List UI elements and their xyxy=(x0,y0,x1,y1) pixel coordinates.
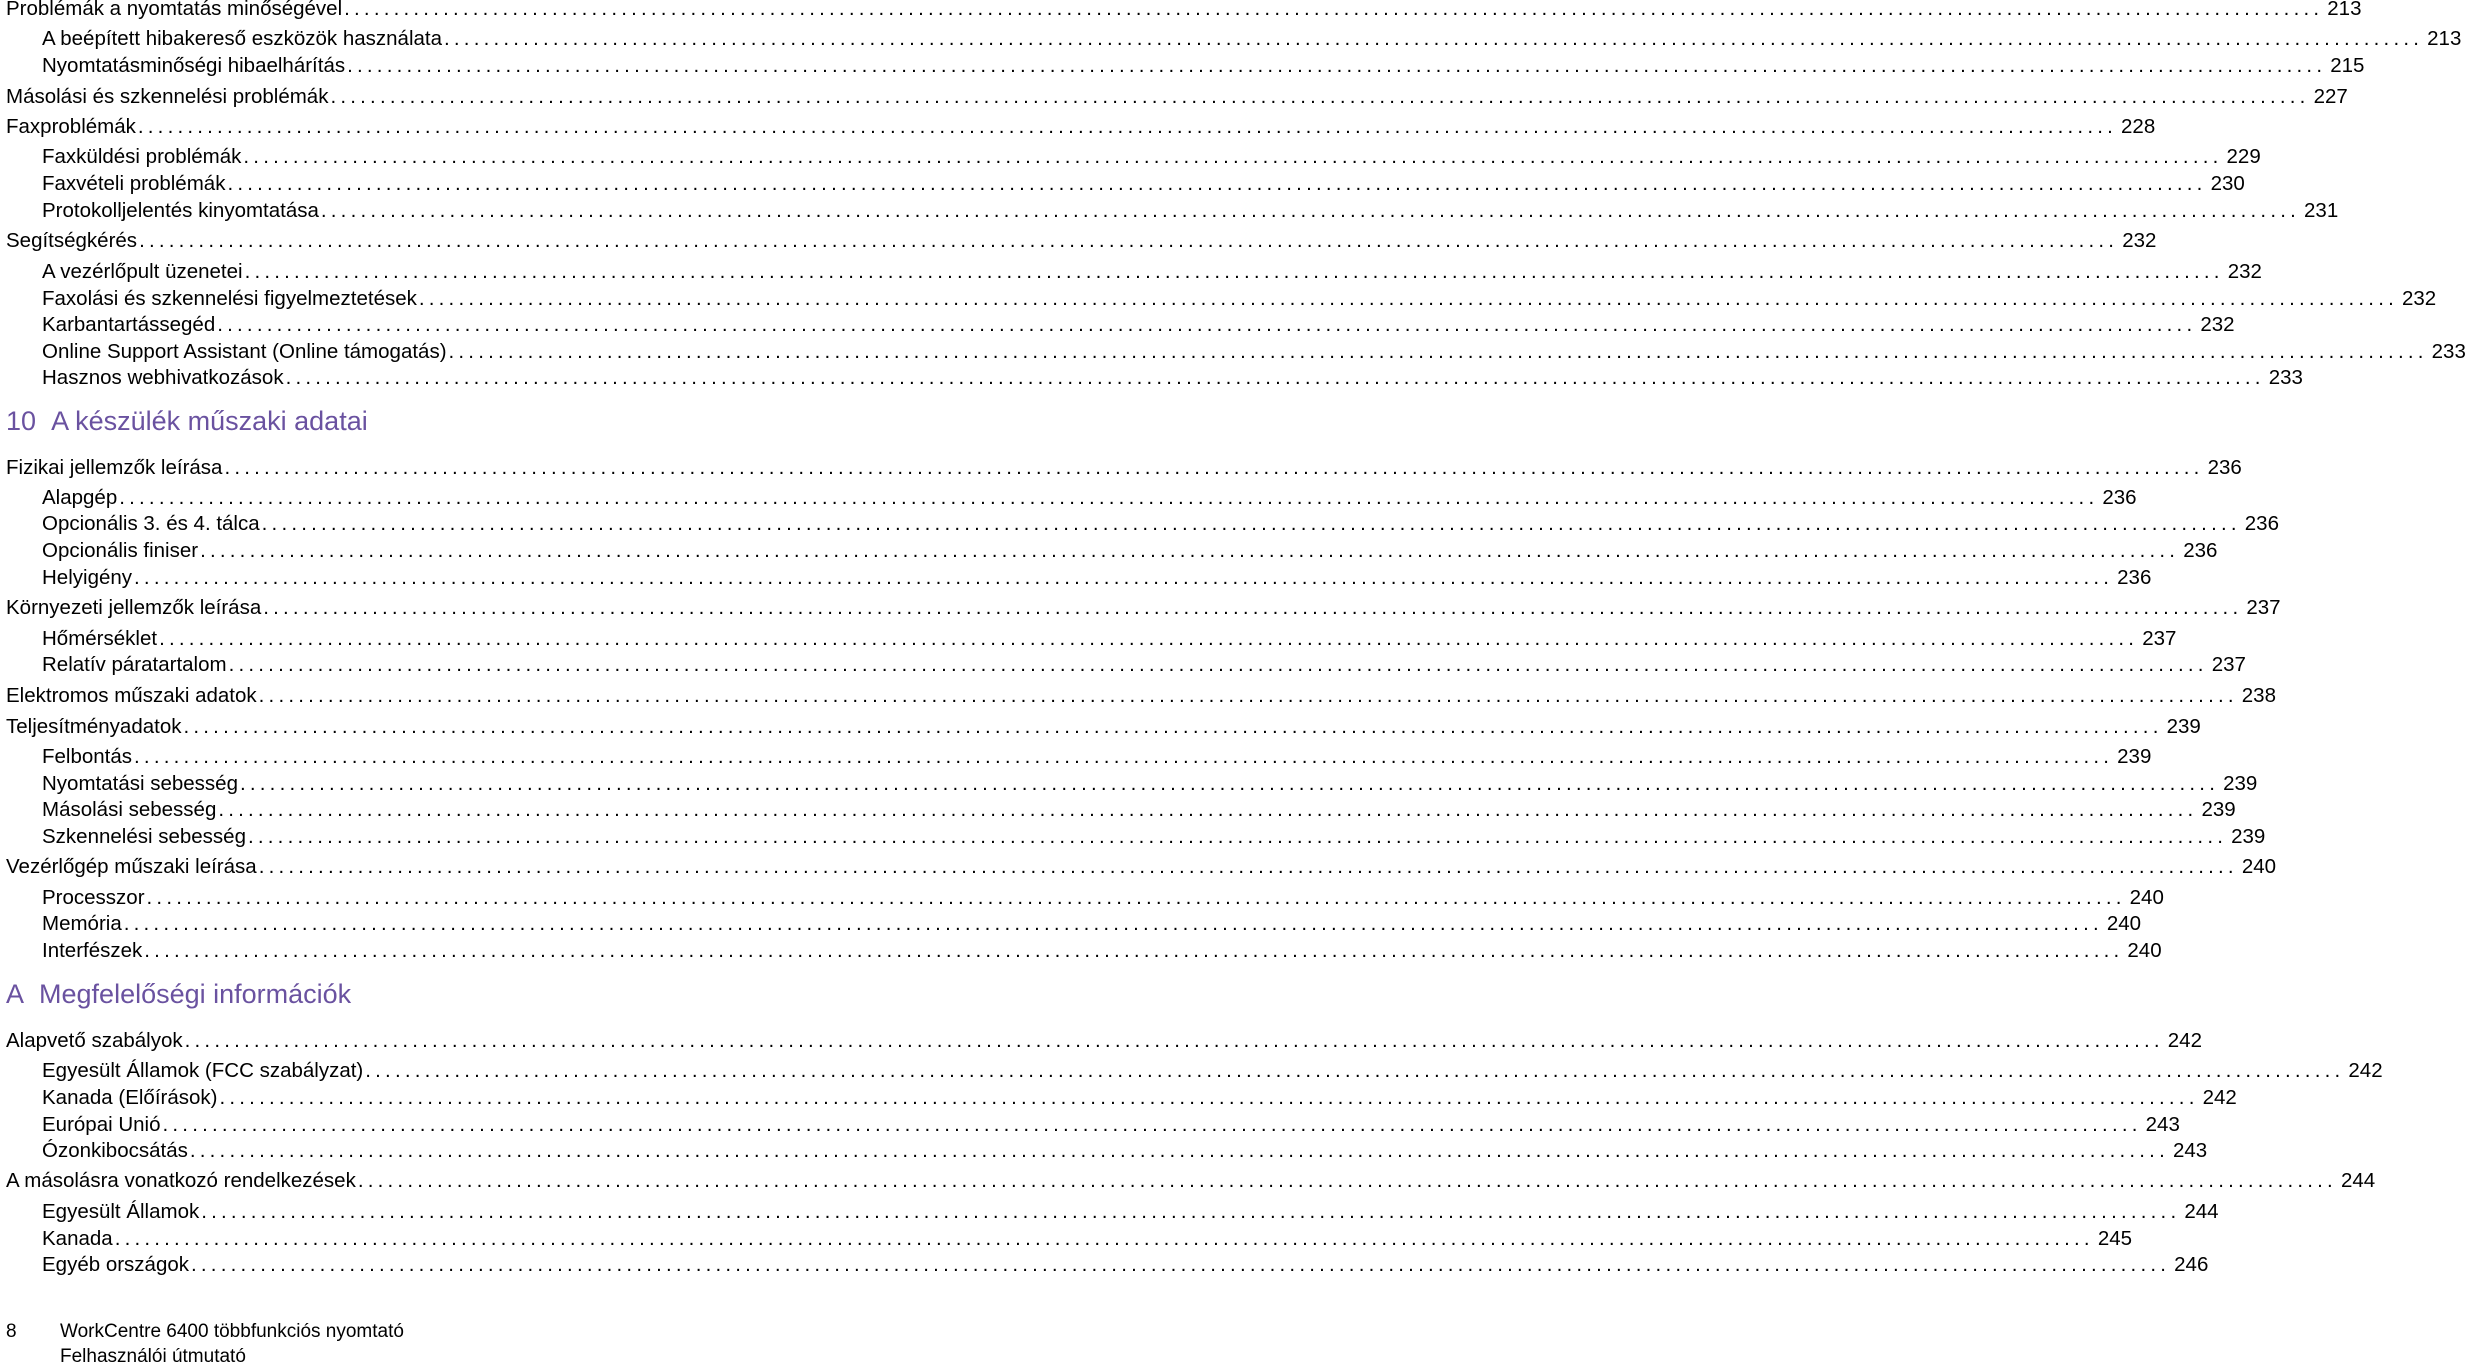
dot-leader: ........................................................................................................................................................................................................ xyxy=(239,772,2220,795)
dot-leader: ........................................................................................................................................................................................................ xyxy=(139,229,2119,252)
toc-entry[interactable] xyxy=(42,339,2466,365)
toc-entry-title: Processzor xyxy=(42,886,145,909)
toc-entry-title: Protokolljelentés kinyomtatása xyxy=(42,199,319,222)
toc-entry-title: Egyesült Államok (FCC szabályzat) xyxy=(42,1059,364,1082)
toc-entry-page: 236 xyxy=(2117,566,2152,589)
toc-entry[interactable] xyxy=(42,286,2437,312)
toc-entry-title: Segítségkérés xyxy=(6,229,138,252)
dot-leader: ........................................................................................................................................................................................................ xyxy=(217,313,2197,336)
dot-leader: ........................................................................................................................................................................................................ xyxy=(184,1029,2164,1052)
toc-entry-page: 236 xyxy=(2244,512,2279,535)
dot-leader: ........................................................................................................................................................................................................ xyxy=(248,825,2228,848)
toc-entry[interactable] xyxy=(42,1112,2180,1138)
toc-entry[interactable] xyxy=(42,538,2218,564)
toc-entry[interactable] xyxy=(42,312,2235,338)
toc-entry[interactable] xyxy=(42,259,2262,285)
dot-leader: ........................................................................................................................................................................................................ xyxy=(285,366,2265,389)
toc-entry-page: 232 xyxy=(2227,260,2262,283)
toc-entry-page: 237 xyxy=(2211,653,2246,676)
dot-leader: ........................................................................................................................................................................................................ xyxy=(365,1059,2345,1082)
toc-entry-page: 239 xyxy=(2201,798,2236,821)
toc-entry-page: 239 xyxy=(2223,772,2258,795)
chapter-title: A készülék műszaki adatai xyxy=(51,406,368,436)
toc-entry[interactable] xyxy=(6,683,2276,709)
toc-entry[interactable] xyxy=(42,53,2365,79)
chapter-heading xyxy=(6,404,958,438)
dot-leader: ........................................................................................................................................................................................................ xyxy=(320,199,2301,222)
dot-leader: ........................................................................................................................................................................................................ xyxy=(146,886,2126,909)
toc-entry-title: Faxküldési problémák xyxy=(42,145,242,168)
toc-entry-page: 237 xyxy=(2246,596,2281,619)
toc-entry[interactable] xyxy=(6,228,2157,254)
toc-entry-page: 233 xyxy=(2431,340,2466,363)
dot-leader: ........................................................................................................................................................................................................ xyxy=(347,54,2327,77)
toc-entry-page: 243 xyxy=(2172,1139,2208,1162)
dot-leader: ........................................................................................................................................................................................................ xyxy=(224,456,2204,479)
toc-entry-page: 246 xyxy=(2174,1253,2209,1276)
chapter-heading xyxy=(6,977,958,1011)
toc-entry-title: Elektromos műszaki adatok xyxy=(6,684,257,707)
toc-entry[interactable] xyxy=(42,1252,2209,1278)
toc-entry[interactable] xyxy=(42,1226,2133,1252)
toc-entry-title: Nyomtatási sebesség xyxy=(42,772,238,795)
toc-entry-title: Alapgép xyxy=(42,486,118,509)
toc-entry[interactable] xyxy=(42,744,2152,770)
toc-entry[interactable] xyxy=(42,938,2162,964)
toc-entry-title: Hasznos webhivatkozások xyxy=(42,366,284,389)
toc-entry[interactable] xyxy=(6,114,2156,140)
toc-entry-page: 240 xyxy=(2129,886,2164,909)
dot-leader: ........................................................................................................................................................................................................ xyxy=(261,512,2241,535)
toc-entry[interactable] xyxy=(6,1028,2202,1054)
toc-entry-title: Alapvető szabályok xyxy=(6,1029,183,1052)
toc-entry-page: 244 xyxy=(2340,1169,2376,1192)
toc-entry-page: 229 xyxy=(2226,145,2261,168)
dot-leader: ........................................................................................................................................................................................................ xyxy=(244,260,2224,283)
dot-leader: ........................................................................................................................................................................................................ xyxy=(418,287,2398,310)
dot-leader: ........................................................................................................................................................................................................ xyxy=(134,745,2114,768)
toc-entry-title: Felbontás xyxy=(42,745,133,768)
chapter-number: 10 xyxy=(6,406,37,436)
dot-leader: ........................................................................................................................................................................................................ xyxy=(218,798,2198,821)
footer-guide-name: Felhasználói útmutató xyxy=(60,1346,246,1367)
toc-entry-title: Online Support Assistant (Online támogatás) xyxy=(42,340,447,363)
toc-entry-title: Fizikai jellemzők leírása xyxy=(6,456,223,479)
toc-entry-page: 227 xyxy=(2313,85,2348,108)
toc-entry-page: 239 xyxy=(2117,745,2152,768)
dot-leader: ........................................................................................................................................................................................................ xyxy=(344,0,2324,20)
dot-leader: ........................................................................................................................................................................................................ xyxy=(119,486,2099,509)
toc-entry-title: A beépített hibakereső eszközök használata xyxy=(42,27,443,50)
toc-entry[interactable] xyxy=(6,1168,2376,1194)
toc-entry-page: 238 xyxy=(2241,684,2276,707)
toc-entry-title: Faxolási és szkennelési figyelmeztetések xyxy=(42,287,417,310)
toc-entry-page: 213 xyxy=(2327,0,2362,20)
toc-entry-title: Faxproblémák xyxy=(6,115,136,138)
toc-entry-title: Egyesült Államok xyxy=(42,1200,200,1223)
dot-leader: ........................................................................................................................................................................................................ xyxy=(162,1113,2142,1136)
dot-leader: ........................................................................................................................................................................................................ xyxy=(123,912,2103,935)
toc-entry-page: 243 xyxy=(2145,1113,2180,1136)
toc-entry[interactable] xyxy=(6,854,2277,880)
toc-entry-title: A vezérlőpult üzenetei xyxy=(42,260,243,283)
dot-leader: ........................................................................................................................................................................................................ xyxy=(137,115,2118,138)
toc-entry-title: Opcionális finiser xyxy=(42,539,199,562)
toc-entry[interactable] xyxy=(42,144,2261,170)
toc-entry-title: Hőmérséklet xyxy=(42,627,158,650)
toc-entry[interactable] xyxy=(42,565,2152,591)
toc-entry[interactable] xyxy=(42,771,2258,797)
toc-entry-title: Európai Unió xyxy=(42,1113,161,1136)
toc-entry-title: Egyéb országok xyxy=(42,1253,190,1276)
toc-entry-page: 236 xyxy=(2102,486,2137,509)
toc-entry[interactable] xyxy=(6,714,2201,740)
toc-entry-title: Problémák a nyomtatás minőségével xyxy=(6,0,343,20)
toc-entry[interactable] xyxy=(42,365,2303,391)
toc-entry[interactable] xyxy=(42,485,2137,511)
dot-leader: ........................................................................................................................................................................................................ xyxy=(159,627,2139,650)
toc-entry-title: Helyigény xyxy=(42,566,133,589)
toc-entry[interactable] xyxy=(42,911,2142,937)
toc-entry-page: 240 xyxy=(2127,939,2162,962)
dot-leader: ........................................................................................................................................................................................................ xyxy=(134,566,2114,589)
toc-entry-page: 244 xyxy=(2184,1200,2219,1223)
dot-leader: ........................................................................................................................................................................................................ xyxy=(357,1169,2337,1192)
dot-leader: ........................................................................................................................................................................................................ xyxy=(258,684,2238,707)
toc-entry-title: Faxvételi problémák xyxy=(42,172,226,195)
chapter-number: A xyxy=(6,979,25,1009)
toc-entry-page: 231 xyxy=(2304,199,2339,222)
toc-entry-title: Relatív páratartalom xyxy=(42,653,227,676)
toc-entry-page: 213 xyxy=(2427,27,2462,50)
toc-entry-title: A másolásra vonatkozó rendelkezések xyxy=(6,1169,356,1192)
toc-entry-page: 233 xyxy=(2268,366,2303,389)
toc-entry-title: Szkennelési sebesség xyxy=(42,825,246,848)
toc-entry[interactable] xyxy=(6,84,2348,110)
toc-entry-title: Opcionális 3. és 4. tálca xyxy=(42,512,260,535)
dot-leader: ........................................................................................................................................................................................................ xyxy=(258,855,2238,878)
dot-leader: ........................................................................................................................................................................................................ xyxy=(444,27,2424,50)
toc-entry-page: 228 xyxy=(2121,115,2156,138)
toc-entry-title: Nyomtatásminőségi hibaelhárítás xyxy=(42,54,346,77)
toc-entry-title: Memória xyxy=(42,912,122,935)
toc-entry-page: 239 xyxy=(2231,825,2266,848)
toc-entry[interactable] xyxy=(6,595,2281,621)
toc-entry[interactable] xyxy=(6,0,2362,22)
toc-entry-title: Vezérlőgép műszaki leírása xyxy=(6,855,257,878)
toc-entry-page: 239 xyxy=(2166,715,2201,738)
toc-entry-page: 236 xyxy=(2207,456,2242,479)
dot-leader: ........................................................................................................................................................................................................ xyxy=(191,1253,2171,1276)
dot-leader: ........................................................................................................................................................................................................ xyxy=(201,1200,2181,1223)
toc-entry-page: 232 xyxy=(2122,229,2157,252)
toc-entry-page: 236 xyxy=(2183,539,2218,562)
toc-entry[interactable] xyxy=(42,198,2339,224)
toc-entry[interactable] xyxy=(42,626,2177,652)
toc-entry[interactable] xyxy=(42,885,2164,911)
toc-entry-title: Kanada (Előírások) xyxy=(42,1086,218,1109)
footer-product-name: WorkCentre 6400 többfunkciós nyomtató xyxy=(60,1321,404,1342)
toc-entry-title: Másolási és szkennelési problémák xyxy=(6,85,329,108)
toc-entry[interactable] xyxy=(42,1199,2219,1225)
toc-entry-page: 232 xyxy=(2402,287,2437,310)
toc-entry-page: 242 xyxy=(2202,1086,2237,1109)
toc-entry-title: Környezeti jellemzők leírása xyxy=(6,596,262,619)
toc-entry[interactable] xyxy=(42,26,2462,52)
toc-entry-page: 242 xyxy=(2167,1029,2202,1052)
toc-entry[interactable] xyxy=(42,1085,2237,1111)
dot-leader: ........................................................................................................................................................................................................ xyxy=(263,596,2243,619)
dot-leader: ........................................................................................................................................................................................................ xyxy=(183,715,2163,738)
chapter-title: Megfelelőségi információk xyxy=(39,979,352,1009)
toc-entry-page: 215 xyxy=(2330,54,2365,77)
toc-entry-page: 245 xyxy=(2097,1227,2133,1250)
toc-entry-title: Teljesítményadatok xyxy=(6,715,182,738)
toc-entry[interactable] xyxy=(42,652,2246,678)
toc-entry-page: 230 xyxy=(2210,172,2245,195)
dot-leader: ........................................................................................................................................................................................................ xyxy=(200,539,2180,562)
toc-entry[interactable] xyxy=(42,824,2266,850)
toc-entry-page: 242 xyxy=(2348,1059,2383,1082)
toc-entry[interactable] xyxy=(6,455,2242,481)
toc-entry-page: 240 xyxy=(2241,855,2277,878)
toc-entry-title: Kanada xyxy=(42,1227,113,1250)
toc-entry[interactable] xyxy=(42,1058,2383,1084)
toc-entry-title: Ózonkibocsátás xyxy=(42,1139,188,1162)
toc-entry-title: Karbantartássegéd xyxy=(42,313,216,336)
dot-leader: ........................................................................................................................................................................................................ xyxy=(448,340,2428,363)
dot-leader: ........................................................................................................................................................................................................ xyxy=(330,85,2310,108)
dot-leader: ........................................................................................................................................................................................................ xyxy=(189,1139,2169,1162)
toc-entry-page: 232 xyxy=(2200,313,2235,336)
dot-leader: ........................................................................................................................................................................................................ xyxy=(144,939,2124,962)
toc-entry[interactable] xyxy=(42,797,2236,823)
dot-leader: ........................................................................................................................................................................................................ xyxy=(114,1227,2094,1250)
toc-entry-page: 240 xyxy=(2106,912,2142,935)
dot-leader: ........................................................................................................................................................................................................ xyxy=(219,1086,2199,1109)
toc-entry-title: Másolási sebesség xyxy=(42,798,217,821)
dot-leader: ........................................................................................................................................................................................................ xyxy=(227,172,2207,195)
toc-entry[interactable] xyxy=(42,1138,2208,1164)
dot-leader: ........................................................................................................................................................................................................ xyxy=(228,653,2208,676)
dot-leader: ........................................................................................................................................................................................................ xyxy=(243,145,2223,168)
toc-entry[interactable] xyxy=(42,171,2245,197)
toc-entry-page: 237 xyxy=(2142,627,2177,650)
toc-entry-title: Interfészek xyxy=(42,939,143,962)
footer-page-number: 8 xyxy=(6,1321,17,1342)
toc-entry[interactable] xyxy=(42,511,2279,537)
